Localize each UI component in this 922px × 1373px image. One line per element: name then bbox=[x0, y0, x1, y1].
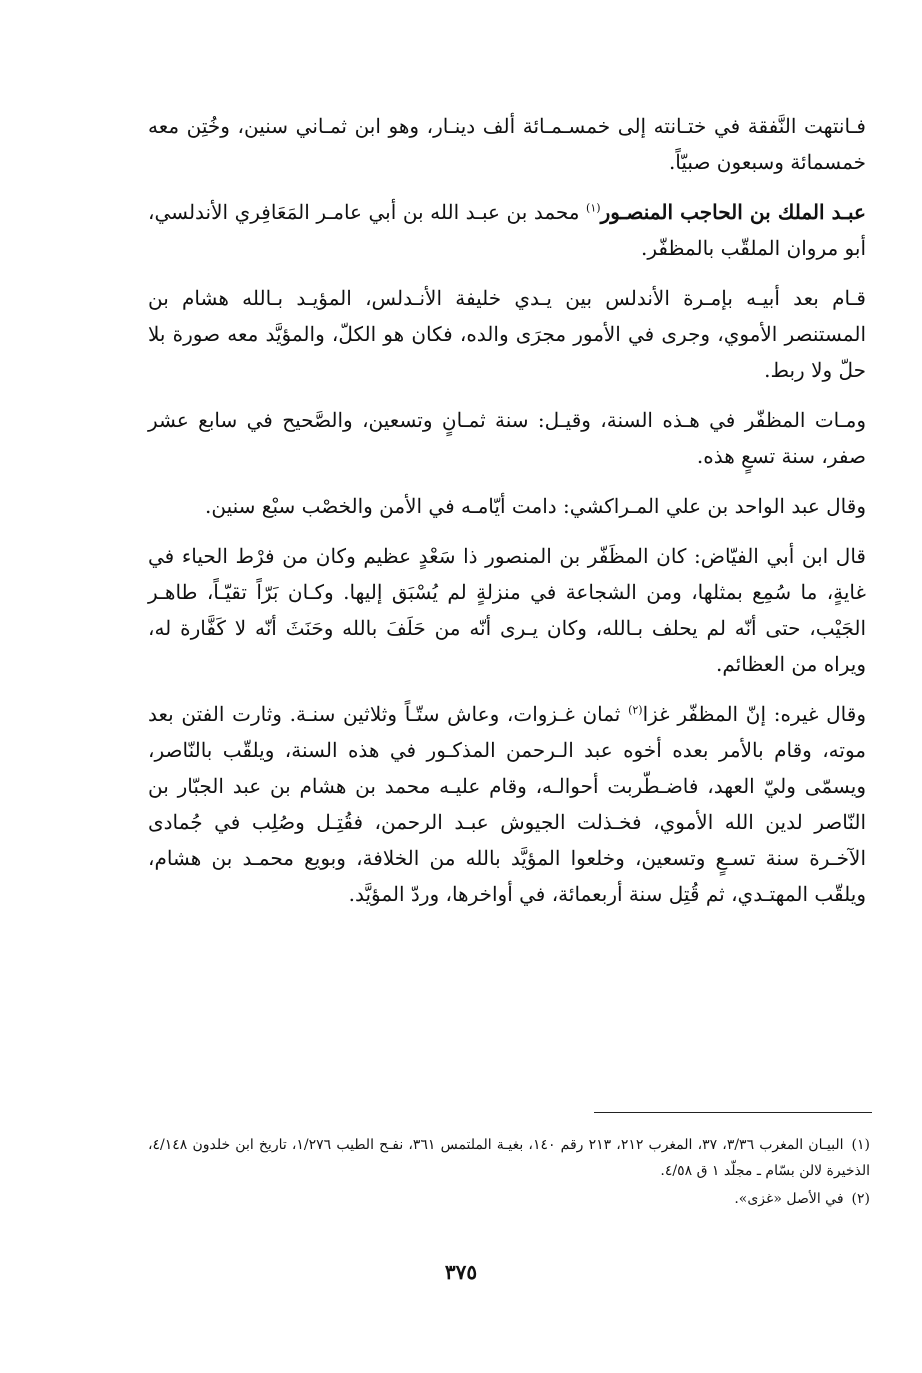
paragraph-4 bbox=[148, 402, 866, 474]
paragraph-6 bbox=[148, 538, 866, 682]
footnote-marker-1: (١) bbox=[586, 201, 601, 215]
paragraph-text: ومـات المظفّر في هـذه السنة، وقيـل: سنة ثمـانٍ وتسعين، والصَّحيح في سابع عشر صفر، سنة تسعٍ هذه. bbox=[148, 408, 866, 468]
paragraph-7 bbox=[148, 696, 866, 912]
footnote-number: (٢) bbox=[851, 1191, 870, 1207]
footnote-number: (١) bbox=[851, 1137, 871, 1153]
paragraph-text: قال ابن أبي الفيّاض: كان المظَفّر بن المنصور ذا سَعْدٍ عظيم وكان من فرْط الحياء في غايةٍ، ما سُمِع بمثلها، ومن الشجاعة في منزلةٍ لم يُسْبَق إليها. وكـان بَرّاً تقيّـاً، طاهـر الجَيْب، حتى أنّه لم يحلف بـالله، وكان يـرى أنّه من حَلَفَ بالله وحَنَثَ أنّه لا كَفَّارة له، ويراه من العظائم. bbox=[148, 544, 866, 676]
paragraph-text: محمد بن عبـد الله بن أبي عامـر المَعَافِري الأندلسي، أبو مروان الملقّب بالمظفّر. bbox=[148, 200, 866, 260]
paragraph-5 bbox=[148, 488, 866, 524]
footnote-text: في الأصل «غزى». bbox=[734, 1191, 844, 1207]
paragraph-text: ثمان غـزوات، وعاش ستّـاً وثلاثين سنـة. وثارت الفتن بعد موته، وقام بالأمر بعده أخوه عبد الـرحمن المذكـور في هذه السنة، ويلقّب بالنّاصر، ويسمّى وليّ العهد، فاضـطّربت أحوالـه، وقام عليـه محمد بن هشام بن عبد الجبّار بن النّاصر لدين الله الأموي، فخـذلت الجيوش عبـد الرحمن، فقُتِـل وصُلِب في جُمادى الآخـرة سنة تسـعٍ وتسعين، وخلعوا المؤيَّد بالله من الخلافة، وبويع محمـد بن هشام، ويلقّب المهتـدي، ثم قُتِل سنة أربعمائة، في أواخرها، وردّ المؤيَّد. bbox=[148, 702, 867, 906]
footnote-2 bbox=[148, 1186, 870, 1212]
main-text bbox=[148, 108, 866, 926]
footnote-divider bbox=[594, 1112, 872, 1113]
entry-heading: عبـد الملك بن الحاجب المنصـور bbox=[600, 200, 866, 224]
paragraph-text: قـام بعد أبيـه بإمـرة الأندلس بين يـدي خليفة الأنـدلس، المؤيـد بـالله هشام بن المستنصر الأموي، وجرى في الأمور مجرَى والده، فكان هو الكلّ، والمؤيَّد معه صورة بلا حلّ ولا ربط. bbox=[148, 286, 866, 382]
paragraph-text: وقال عبد الواحد بن علي المـراكشي: دامت أيّامـه في الأمن والخصْب سبْع سنين. bbox=[205, 494, 866, 518]
footnote-marker-2: (٢) bbox=[628, 703, 643, 717]
paragraph-2 bbox=[148, 194, 866, 266]
footnotes bbox=[148, 1132, 870, 1214]
paragraph-1 bbox=[148, 108, 866, 180]
footnote-1 bbox=[148, 1132, 870, 1184]
page-number: ٣٧٥ bbox=[444, 1260, 478, 1284]
paragraph-text: فـانتهت النَّفقة في ختـانته إلى خمسـمـائة ألف دينـار، وهو ابن ثمـاني سنين، وخُتِن معه خمسمائة وسبعون صبيّاً. bbox=[148, 114, 866, 174]
paragraph-3 bbox=[148, 280, 866, 388]
paragraph-lead: وقال غيره: إنّ المظفّر غزا bbox=[642, 702, 866, 726]
footnote-text: البيـان المغرب ٣/٣٦، ٣٧، المغرب ٢١٢، ٢١٣ رقم ١٤٠، بغيـة الملتمس ٣٦١، نفـح الطيب ١/٢٧٦، تاريخ ابن خلدون ٤/١٤٨، الذخيرة لالن بسّام ـ مجلّد ١ ق ٤/٥٨. bbox=[148, 1137, 870, 1179]
